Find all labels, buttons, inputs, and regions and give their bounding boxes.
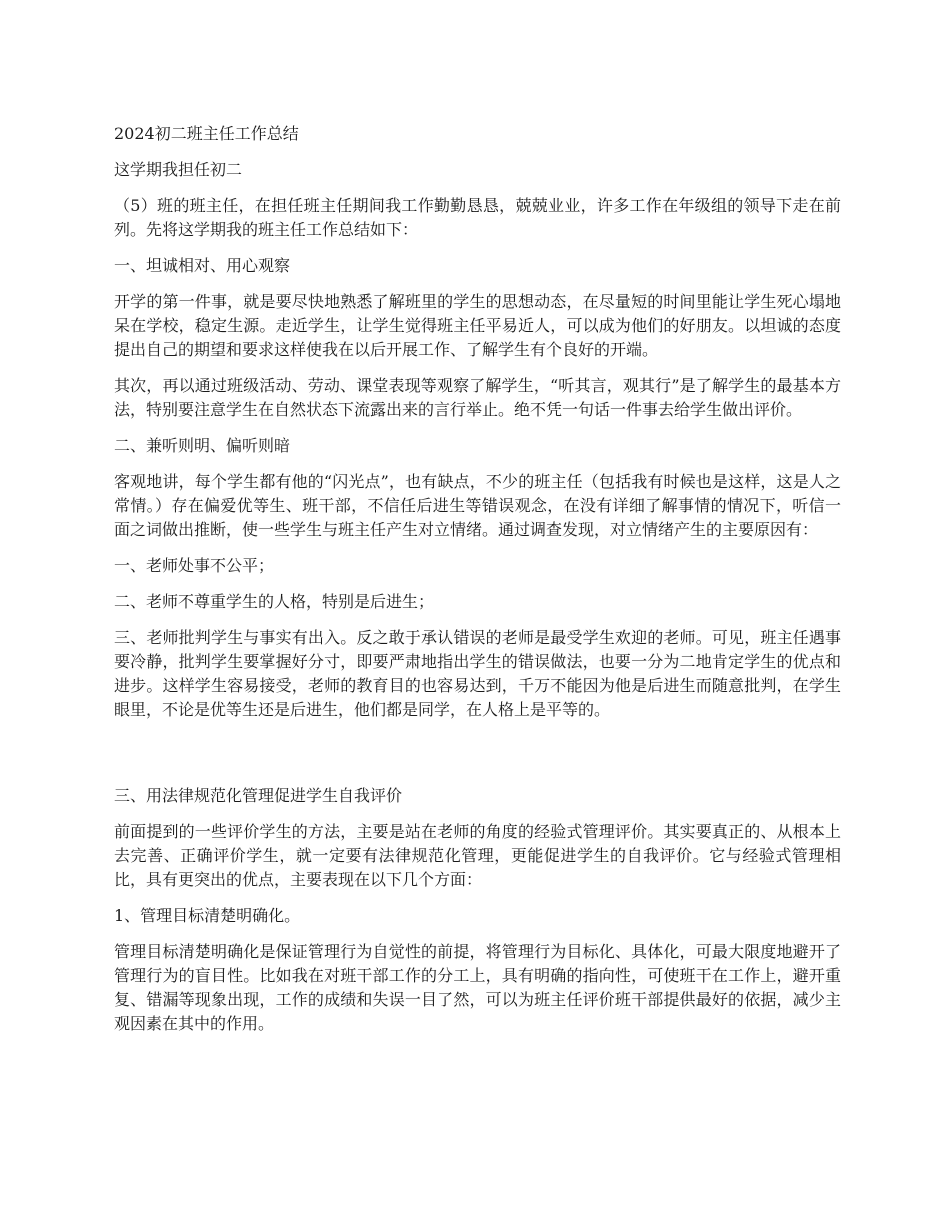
subheading-1: 1、管理目标清楚明确化。 [114, 906, 301, 925]
paragraph-intro-2: （5）班的班主任，在担任班主任期间我工作勤勤恳恳，兢兢业业，许多工作在年级组的领导下走在前列。先将这学期我的班主任工作总结如下： [114, 196, 841, 239]
paragraph-section1-1: 开学的第一件事，就是要尽快地熟悉了解班里的学生的思想动态，在尽量短的时间里能让学生死心塌地呆在学校，稳定生源。走近学生，让学生觉得班主任平易近人，可以成为他们的好朋友。以坦诚的态度提出自己的期望和要求这样使我在以后开展工作、了解学生有个良好的开端。 [114, 292, 841, 359]
document-title: 2024初二班主任工作总结 [114, 124, 299, 143]
list-item-reason-1: 一、老师处事不公平； [114, 556, 275, 575]
section-heading-1: 一、坦诚相对、用心观察 [114, 256, 291, 275]
paragraph-section3-1: 前面提到的一些评价学生的方法，主要是站在老师的角度的经验式管理评价。其实要真正的、从根本上去完善、正确评价学生，就一定要有法律规范化管理，更能促进学生的自我评价。它与经验式管理相比，具有更突出的优点，主要表现在以下几个方面： [114, 822, 841, 889]
paragraph-section1-2: 其次，再以通过班级活动、劳动、课堂表现等观察了解学生，“听其言，观其行”是了解学生的最基本方法，特别要注意学生在自然状态下流露出来的言行举止。绝不凭一句话一件事去给学生做出评价。 [114, 376, 841, 419]
section-heading-2: 二、兼听则明、偏听则暗 [114, 436, 291, 455]
list-item-reason-3: 三、老师批判学生与事实有出入。反之敢于承认错误的老师是最受学生欢迎的老师。可见，班主任遇事要冷静，批判学生要掌握好分寸，即要严肃地指出学生的错误做法，也要一分为二地肯定学生的优点和进步。这样学生容易接受，老师的教育目的也容易达到，千万不能因为他是后进生而随意批判，在学生眼里，不论是优等生还是后进生，他们都是同学，在人格上是平等的。 [114, 628, 841, 719]
paragraph-subsection1-1: 管理目标清楚明确化是保证管理行为自觉性的前提，将管理行为目标化、具体化，可最大限度地避开了管理行为的盲目性。比如我在对班干部工作的分工上，具有明确的指向性，可使班干在工作上，避开重复、错漏等现象出现，工作的成绩和失误一目了然，可以为班主任评价班干部提供最好的依据，减少主观因素在其中的作用。 [114, 942, 841, 1033]
list-item-reason-2: 二、老师不尊重学生的人格，特别是后进生； [114, 592, 435, 611]
paragraph-intro-1: 这学期我担任初二 [114, 160, 243, 179]
section-heading-3: 三、用法律规范化管理促进学生自我评价 [114, 786, 403, 805]
document-page [114, 122, 841, 1036]
paragraph-section2-1: 客观地讲，每个学生都有他的“闪光点”，也有缺点，不少的班主任（包括我有时候也是这样，这是人之常情。）存在偏爱优等生、班干部，不信任后进生等错误观念，在没有详细了解事情的情况下，听信一面之词做出推断，使一些学生与班主任产生对立情绪。通过调查发现，对立情绪产生的主要原因有： [114, 472, 841, 539]
